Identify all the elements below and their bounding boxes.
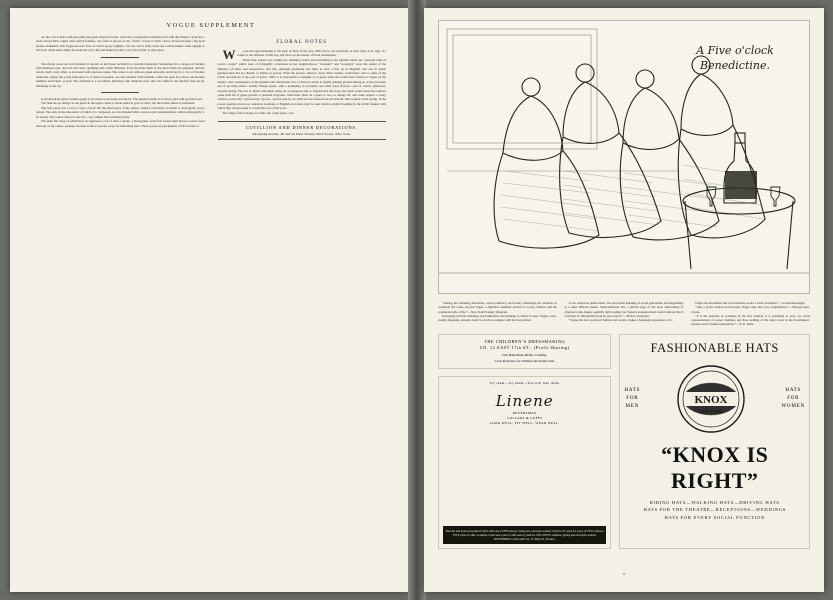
ad-line: Fine Hand Made Infants’ Clothing.	[502, 352, 548, 357]
illustration-caption	[671, 43, 799, 73]
running-head: VOGUE SUPPLEMENT	[166, 22, 256, 29]
paragraph: “Vogue, the new journal of fashion and society, makes a handsome appearance. It is	[568, 318, 673, 323]
paragraph: The plain flat clasp on which may be engraved a coat of arms, a motto, a monogram, as the fair wearer shall decree, is more used than any of the others, perhaps, because it allows greater scope for individual taste. These goods are purchasable of Howard & Co.	[36, 119, 205, 128]
right-page-content	[438, 20, 810, 578]
linene-sub-top: Try them—Try them—You will like them.	[489, 380, 561, 385]
illustration-five-oclock-benedictine	[438, 20, 810, 294]
linene-wordmark: Linene	[495, 391, 554, 410]
paragraph: The reign of the bouquet, for balls, has come again—not	[222, 110, 294, 115]
ad-headline: “KNOX IS RIGHT”	[661, 441, 769, 493]
men-line-3: MEN	[625, 403, 640, 409]
knox-seal-icon	[672, 362, 750, 436]
ad-subhead: CO. 12 EAST 17th ST., (Profit Sharing)	[479, 344, 570, 350]
ad-headline: COTILLION AND DINNER DECORATIONS,	[245, 125, 358, 131]
ad-title: FASHIONABLE HATS	[650, 340, 779, 355]
advertisement-cotillion[interactable]	[218, 121, 387, 140]
paragraph: When June Austen was writing her charming stories and describing in her familiar letters the “pleasant balls of twelve couple” which were of fortnightly occurrence in her neighborhood, “bouquets” and “nosegays” were the extent of the ambition of belles and housewives, and this, although gardening was then, as now, a fine art in England, and one in which gentlewomen did not disdain to dabble in person. What the precise, shrewd, clever little creature would have said to some of the lavish decorations of the year of grace, 1893, is as impossible to imagine as to guess what she would have written to Vogue on the subject. One consequence of the genuine and wholesome love of flowers which is rapidly gaining ground among us, is the prevalent use of growing plants—chiefly foliage plants, with a sprinkling of cyclamen and other waxy flowers—and of course, primroses, towards spring. The fact is, dinner and lunch tables are so gorgeous and so fragrant that the every-day meal would seem bare without some little bit of green growth or pleasant fragrance. Then there must be a plant or two, to change off, and some require a rosary window, in the tiny “green house” grown—and by-and-by we shall see the house-fronts all abloom, like London in the spring. In the poorer quarters even now, wherever Germans or English are found, may be seen window plants blooming in the lavish manner with which they always seem to reward the care of the poor.	[217, 57, 386, 111]
press-notices	[438, 301, 810, 327]
linene-detail-text: The best and most economical COLLARS and CUFFS known, being also and style wanted. Sold for 25 cents for a box of TEN collars or FIVE pairs of cuffs. A sample collar and a pair of cuffs sent by mail for SIX CENTS. Address, giving size and style wanted. REVERSIBLE COLLAR CO., 27 Kilby St., Boston.	[443, 526, 606, 544]
left-column-1	[36, 35, 205, 140]
linene-reversible: REVERSIBLE	[512, 410, 537, 415]
paragraph: In keeping with the daintiness and fashionable surroundings to which it caters, Vogue, a new weekly magazine, presents itself in a form to compete with the best printed	[438, 313, 557, 323]
ad-service-lines	[624, 499, 805, 521]
caption-line-2: Benedictine.	[700, 59, 770, 72]
paragraph: out the coat is lined with pale pink and green striped brocade. A hat that corresponds extremely well with this Empire cloak has a wide curved brim, edged with ostrich feathers, and what is known as the “turtle” crown of black velvet, drawn through a big gold buckle enamelled with forget-me-nots. Ears of velvet project slightly over the velvet brim, brim and ostrich plumes stand upright at the back, while satin strings tie under the rosy chin and make my lady a very fair picture to gaze upon.	[36, 35, 205, 53]
women-line-1: HATS	[785, 387, 802, 393]
press-column-1	[438, 301, 557, 327]
paragraph: The fleur-de-lys design on the garter in the upper corner is made either in gold or silver, but the former metal is preferable.	[41, 101, 195, 106]
paragraph: “It is the sketches of costumes in the first number, it is gratifying to note, are actual representations of correct fashions, and have nothing of the dreary look of the dressmakers’ models seen in fashion periodicals.”—N. R. Delta.	[691, 313, 811, 327]
linene-collars-cuffs: COLLARS & CUFFS	[507, 415, 543, 420]
service-line-1: RIDING HATS—WALKING HATS—DRIVING HATS	[649, 499, 780, 505]
men-line-1: HATS	[624, 387, 641, 393]
paragraph: bright and diversified and will doubtless secure a wide circulation.”—Jewish Messenger.	[695, 301, 806, 305]
left-column-2	[218, 35, 387, 140]
divider	[101, 57, 139, 58]
press-column-3	[691, 301, 810, 327]
section-title: FLORAL NOTES	[276, 40, 328, 45]
women-line-2: FOR	[787, 395, 800, 401]
advertisement-block	[438, 334, 810, 549]
ad-line: Coats & Dresses for Children and Young Girls.	[494, 359, 555, 364]
hats-for-women	[782, 387, 805, 411]
service-line-3: HATS FOR EVERY SOCIAL FUNCTION	[664, 514, 765, 520]
paragraph: Gold and silver garter buckles (page 5) are made in every known device. The serpent buckle is of heavy gold with jewelled eyes.	[41, 97, 203, 102]
paragraph: We are but approximating to the style of dress of the year 1830, but in one particular, at least, there is no sign of a return to the fashions of that day, and that is in the matter of floral adornments.	[222, 47, 386, 62]
paragraph: The next garter has a rococo clasp of gold. On the small piece of the surface which is left plain, an initial or monogram can be placed. The ends of the silk elastic of which it is composed, are also finished with a narrow gold ornamentation, which adds greatly to its beauty. The round clasp is Louis VI.—very simple but extremely pretty.	[36, 105, 205, 119]
left-ad-stack	[438, 334, 611, 549]
page-number: 11	[622, 572, 626, 576]
press-column-2	[565, 301, 684, 327]
advertisement-knox-hats[interactable]	[619, 334, 810, 549]
linene-wear-well: LOOK WELL, FIT WELL, WEAR WELL.	[489, 420, 560, 425]
svg-text:NEW YORK.: NEW YORK.	[698, 408, 724, 414]
men-line-2: FOR	[626, 395, 639, 401]
svg-text:KNOX: KNOX	[694, 393, 728, 406]
advertisement-childrens-dressmaking[interactable]	[438, 334, 611, 369]
hats-for-men	[624, 387, 640, 411]
service-line-2: HATS FOR THE THEATRE—RECEPTIONS—WEDDINGS	[643, 507, 786, 513]
women-line-3: WOMEN	[781, 403, 805, 409]
paragraph: “Like a pretty woman well dressed, Vogue steps into your acquaintance.”—Chicago Inter-Ocean.	[691, 305, 811, 314]
caption-line-1: A Five o'clock	[696, 44, 774, 57]
ad-headline: THE CHILDREN’S DRESSMAKING	[484, 338, 566, 344]
divider	[101, 92, 139, 93]
right-page	[424, 8, 824, 592]
advertisement-linene-collars[interactable]	[438, 376, 611, 549]
paragraph: “Among the charming debutantes, whose brilliancy and beauty challenged the attention of swelldom last week, was the Vogue, a dignified, authentic journal of society, fashion. and the ceremonial side of life.”—New York Evening Telegram.	[438, 301, 557, 314]
left-page	[10, 8, 408, 592]
ad-address: Designing Rooms, 48 and 50 West Twenty-third Street, New York.	[252, 132, 352, 137]
left-page-content	[36, 22, 386, 574]
knox-seal-row	[624, 362, 805, 436]
paragraph: She always wears her watch pinned to the left on her breast and held by a jewelled chatelain. Sometimes it is a dragon of chicken with diamond eyes, and tail and claws sparkling with white brilliants. Even the three links of the short chain are gemmed, and the watch, itself a tiny affair, is encrusted with precious stones. The centre is set with sea green emeralds, encircled by a row of flawless diamonds. Again, her costly time-piece is of dark red enamel, one side studded with brilliants, while the open face shows the Roman numbers and hands of gold. The chatelain is a red shield, glittering with diamond stars, that also shine in the fanciful fleur-de-lys finishings at the top.	[36, 61, 205, 88]
paragraph: of our American publications. The successful handling of social generalities and happenings is a most difficult matter. Materialization into a printed page of the most entertaining of afternoon talks makes painfully light reading, but Vogue’s announcement would indicate that it will draw its information from its real sources.”—Boston Transcript.	[564, 301, 684, 318]
